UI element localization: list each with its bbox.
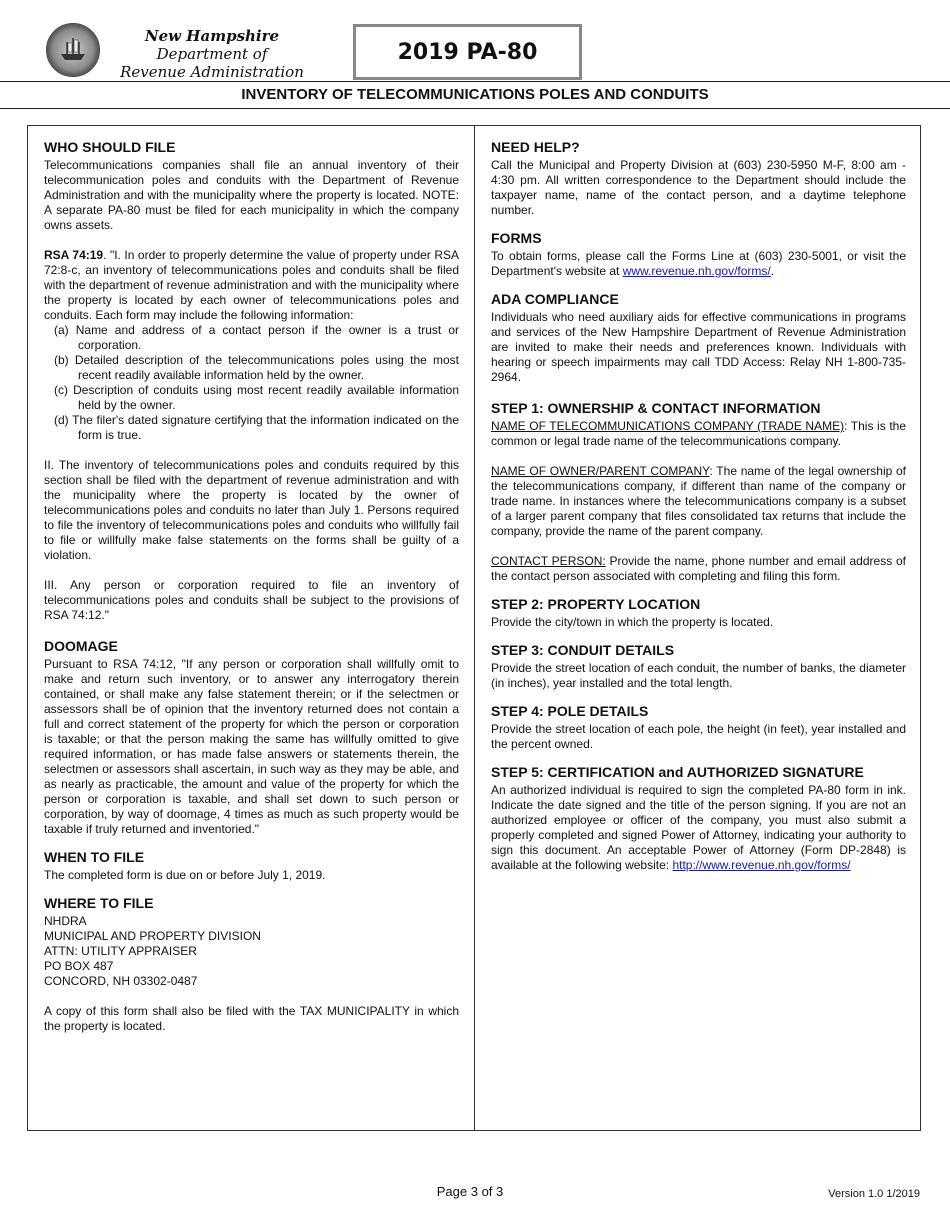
need-help-heading: NEED HELP? xyxy=(491,139,580,155)
step5-text-body: An authorized individual is required to sign the completed PA-80 form in ink. Indicate the date signed and the title of the person signing. If you are not an authorized employee or officer of the company, you must also submit a properly completed and signed Power of Attorney, indicating your authority to sign this document. An acceptable Power of Attorney (Form DP-2848) is available at the following website: xyxy=(491,783,906,872)
address-line: ATTN: UTILITY APPRAISER xyxy=(44,944,197,958)
doomage-heading: DOOMAGE xyxy=(44,638,118,654)
address-line: NHDRA xyxy=(44,914,87,928)
step1-owner xyxy=(491,464,906,539)
rsa-section-iii: III. Any person or corporation required to file an inventory of telecommunications poles and conduits shall be subject to the provisions of RSA 74:12." xyxy=(44,578,459,622)
step5-heading: STEP 5: CERTIFICATION and AUTHORIZED SIGNATURE xyxy=(491,764,864,780)
department-name xyxy=(112,27,312,81)
dept-line-2: Department of xyxy=(156,45,268,63)
mailing-address xyxy=(44,914,459,989)
rsa-item-list xyxy=(44,323,459,443)
ada-compliance-heading: ADA COMPLIANCE xyxy=(491,291,619,307)
rsa-item: (b) Detailed description of the telecommunications poles using the most recent readily available information held by the owner. xyxy=(54,353,459,382)
when-to-file-text: The completed form is due on or before July 1, 2019. xyxy=(44,868,326,882)
step2-text: Provide the city/town in which the property is located. xyxy=(491,615,774,629)
rsa-item: (c) Description of conduits using most recent readily available information held by the owner. xyxy=(54,383,459,412)
step1-trade-name xyxy=(491,419,906,449)
doomage-text: Pursuant to RSA 74:12, "If any person or corporation shall willfully omit to make and return such inventory, or to answer any interrogatory therein contained, or shall make any false statement therein; or if the selectmen or assessors shall be of opinion that the inventory returned does not contain a full and correct statement of the property for which the person or corporation is taxable; or that the person making the same has willfully omitted to give required information, or has made false answers or statements therein, the selectmen or assessors shall ascertain, in such way as they may be able, and as nearly as practicable, the amount and value of the property for which the person or corporation is taxable, and shall set down to such person or corporation, by way of doomage, 4 times as much as such property would be taxable if truly returned and inventoried." xyxy=(44,657,459,836)
step5-text xyxy=(491,783,906,873)
step1-trade-name-label: NAME OF TELECOMMUNICATIONS COMPANY (TRADE NAME) xyxy=(491,419,845,433)
column-divider xyxy=(474,125,475,1131)
header-rule-top xyxy=(0,81,950,82)
step2-heading: STEP 2: PROPERTY LOCATION xyxy=(491,596,701,612)
page-number: Page 3 of 3 xyxy=(436,1184,504,1199)
dept-line-1: New Hampshire xyxy=(144,27,280,45)
where-to-file-heading: WHERE TO FILE xyxy=(44,895,154,911)
form-id: 2019 PA-80 xyxy=(397,39,538,65)
forms-text-body: To obtain forms, please call the Forms Line at (603) 230-5001, or visit the Department's website at xyxy=(491,249,906,278)
step1-trade-name-text: : This is the common or legal trade name of the telecommunications company. xyxy=(491,419,906,448)
page-title: INVENTORY OF TELECOMMUNICATIONS POLES AND CONDUITS xyxy=(241,86,709,103)
address-line: PO BOX 487 xyxy=(44,959,114,973)
step3-heading: STEP 3: CONDUIT DETAILS xyxy=(491,642,675,658)
ada-compliance-text: Individuals who need auxiliary aids for effective communications in programs and services of the New Hampshire Department of Revenue Administration are invited to make their needs and preferences known. Individuals with hearing or speech impairments may call TDD Access: Relay NH 1-800-735-2964. xyxy=(491,310,906,384)
step4-text: Provide the street location of each pole, the height (in feet), year installed and the percent owned. xyxy=(491,722,906,751)
address-line: CONCORD, NH 03302-0487 xyxy=(44,974,198,988)
step1-owner-text: : The name of the legal ownership of the telecommunications company, if different than name of the company or trade name. In instances where the telecommunications company is a subset of a larger parent company that files consolidated tax returns that include the company, provide the name of the parent company. xyxy=(491,464,906,538)
forms-heading: FORMS xyxy=(491,230,542,246)
step3-text: Provide the street location of each conduit, the number of banks, the diameter (in inches), year installed and the total length. xyxy=(491,661,906,690)
version-label: Version 1.0 1/2019 xyxy=(828,1188,920,1200)
step1-contact xyxy=(491,554,906,584)
step1-heading: STEP 1: OWNERSHIP & CONTACT INFORMATION xyxy=(491,400,821,416)
step5-forms-link[interactable]: http://www.revenue.nh.gov/forms/ xyxy=(672,858,851,872)
step1-owner-label: NAME OF OWNER/PARENT COMPANY xyxy=(491,464,710,478)
rsa-label: RSA 74:19 xyxy=(44,248,104,262)
when-to-file-heading: WHEN TO FILE xyxy=(44,849,145,865)
ship-icon xyxy=(57,36,89,64)
forms-text xyxy=(491,249,906,279)
rsa-item: (d) The filer's dated signature certifying that the information indicated on the form is true. xyxy=(54,413,459,442)
step1-contact-text: Provide the name, phone number and email address of the contact person associated with completing and filing this form. xyxy=(491,554,907,583)
address-line: MUNICIPAL AND PROPERTY DIVISION xyxy=(44,929,261,943)
form-id-box xyxy=(353,24,582,80)
header-rule-bottom xyxy=(0,108,950,109)
step1-contact-label: CONTACT PERSON: xyxy=(491,554,606,568)
left-column xyxy=(44,139,459,1034)
who-should-file-text: Telecommunications companies shall file an annual inventory of their telecommunication poles and conduits with the Department of Revenue Administration and with the municipality where the property is located. NOTE: A separate PA-80 must be filed for each municipality in which the company owns assets. xyxy=(44,158,459,232)
dept-line-3: Revenue Administration xyxy=(120,63,304,81)
forms-text-end: . xyxy=(770,264,775,278)
rsa-74-19-intro xyxy=(44,248,459,323)
rsa-item: (a) Name and address of a contact person if the owner is a trust or corporation. xyxy=(54,323,459,352)
who-should-file-heading: WHO SHOULD FILE xyxy=(44,139,176,155)
state-seal-logo xyxy=(46,23,100,77)
rsa-intro-text: . "I. In order to properly determine the value of property under RSA 72:8-c, an inventory of telecommunications poles and conduits shall be filed with the department of revenue administration and with the municipality where the property is located by each owner of telecommunications poles and conduits. Each form may include the following information: xyxy=(44,248,459,322)
step4-heading: STEP 4: POLE DETAILS xyxy=(491,703,649,719)
copy-to-municipality-text: A copy of this form shall also be filed with the TAX MUNICIPALITY in which the property is located. xyxy=(44,1004,459,1033)
need-help-text: Call the Municipal and Property Division at (603) 230-5950 M-F, 8:00 am - 4:30 pm. All written correspondence to the Department should include the taxpayer name, name of the contact person, and a daytime telephone number. xyxy=(491,158,906,217)
forms-website-link[interactable]: www.revenue.nh.gov/forms/ xyxy=(622,264,771,278)
rsa-section-ii: II. The inventory of telecommunications poles and conduits required by this section shall be filed with the department of revenue administration and with the municipality where the property is located by the owner of telecommunications poles and conduits no later than July 1. Persons required to file the inventory of telecommunications poles and conduits who willfully fail to file or willfully make false statements on the forms shall be guilty of a violation. xyxy=(44,458,459,562)
right-column xyxy=(491,139,906,873)
